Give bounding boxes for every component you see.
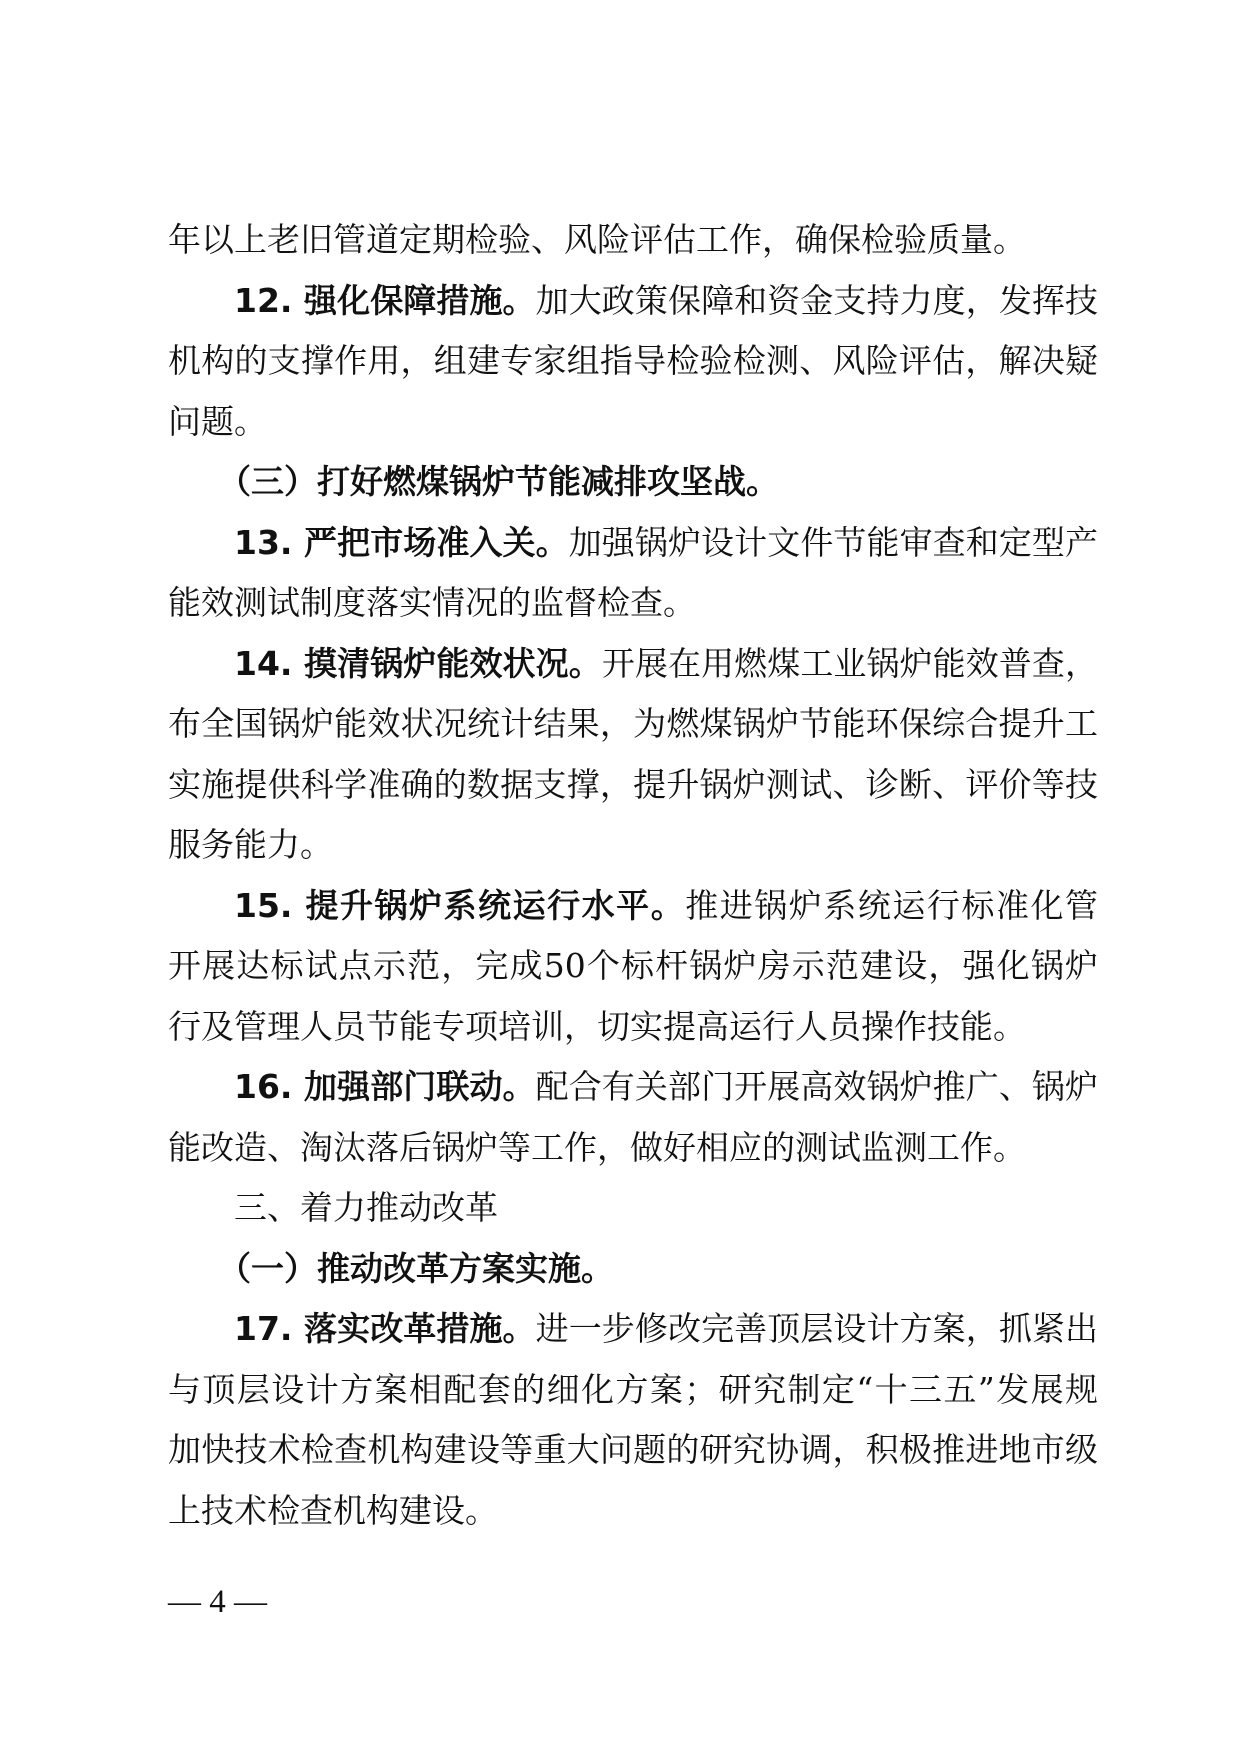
line-text: 加强锅炉设计文件节能审查和定型产 <box>568 522 1098 562</box>
line-text: 开展达标试点示范，完成50个标杆锅炉房示范建设，强化锅炉 <box>168 946 1098 985</box>
chapter-heading-text: 三、着力推动改革 <box>234 1188 498 1227</box>
line-text: 推进锅炉系统运行标准化管 <box>685 885 1098 925</box>
line-text: 上技术检查机构建设。 <box>168 1490 498 1530</box>
section-heading <box>168 452 1098 513</box>
item-15-line <box>168 876 1098 937</box>
item-12-line <box>168 271 1098 332</box>
text-line <box>168 1360 1098 1421</box>
line-text: 问题。 <box>168 401 267 441</box>
line-text: 开展在用燃煤工业锅炉能效普查， <box>601 643 1098 683</box>
line-text: 能效测试制度落实情况的监督检查。 <box>168 583 696 622</box>
line-text: 加快技术检查机构建设等重大问题的研究协调，积极推进地市级 <box>168 1430 1098 1469</box>
line-text: 实施提供科学准确的数据支撑，提升锅炉测试、诊断、评价等技 <box>168 764 1098 804</box>
text-line <box>168 694 1098 755</box>
line-text: 进一步修改完善顶层设计方案，抓紧出 <box>535 1309 1098 1348</box>
text-line <box>168 331 1098 392</box>
text-line <box>168 815 1098 876</box>
section-heading <box>168 1239 1098 1300</box>
item-heading: 14. 摸清锅炉能效状况。 <box>234 643 602 683</box>
page-number: — 4 — <box>168 1584 267 1620</box>
line-text: 布全国锅炉能效状况统计结果，为燃煤锅炉节能环保综合提升工 <box>168 704 1098 743</box>
text-line <box>168 210 1098 271</box>
document-body <box>168 210 1098 1541</box>
item-heading: 12. 强化保障措施。 <box>234 280 536 320</box>
item-heading: 13. 严把市场准入关。 <box>234 522 569 562</box>
line-text: 年以上老旧管道定期检验、风险评估工作，确保检验质量。 <box>168 220 1026 259</box>
text-line <box>168 997 1098 1058</box>
text-line <box>168 936 1098 997</box>
item-14-line <box>168 634 1098 695</box>
line-text: 加大政策保障和资金支持力度，发挥技 <box>535 280 1098 320</box>
item-heading: 16. 加强部门联动。 <box>234 1067 536 1106</box>
line-text: 服务能力。 <box>168 825 333 864</box>
text-line <box>168 755 1098 816</box>
line-text: 行及管理人员节能专项培训，切实提高运行人员操作技能。 <box>168 1006 1026 1046</box>
text-line <box>168 1481 1098 1542</box>
text-line <box>168 1420 1098 1481</box>
line-text: 机构的支撑作用，组建专家组指导检验检测、风险评估，解决疑 <box>168 341 1098 380</box>
text-line <box>168 1118 1098 1179</box>
item-16-line <box>168 1057 1098 1118</box>
line-text: 与顶层设计方案相配套的细化方案；研究制定“十三五”发展规 <box>168 1369 1098 1409</box>
chapter-heading <box>168 1178 1098 1239</box>
item-17-line <box>168 1299 1098 1360</box>
text-line <box>168 392 1098 453</box>
section-heading-text: （三）打好燃煤锅炉节能减排攻坚战。 <box>218 462 779 501</box>
section-heading-text: （一）推动改革方案实施。 <box>218 1248 614 1288</box>
text-line <box>168 573 1098 634</box>
item-heading: 17. 落实改革措施。 <box>234 1309 536 1348</box>
line-text: 能改造、淘汰落后锅炉等工作，做好相应的测试监测工作。 <box>168 1127 1026 1167</box>
item-heading: 15. 提升锅炉系统运行水平。 <box>234 885 686 925</box>
line-text: 配合有关部门开展高效锅炉推广、锅炉 <box>535 1067 1098 1106</box>
item-13-line <box>168 513 1098 574</box>
